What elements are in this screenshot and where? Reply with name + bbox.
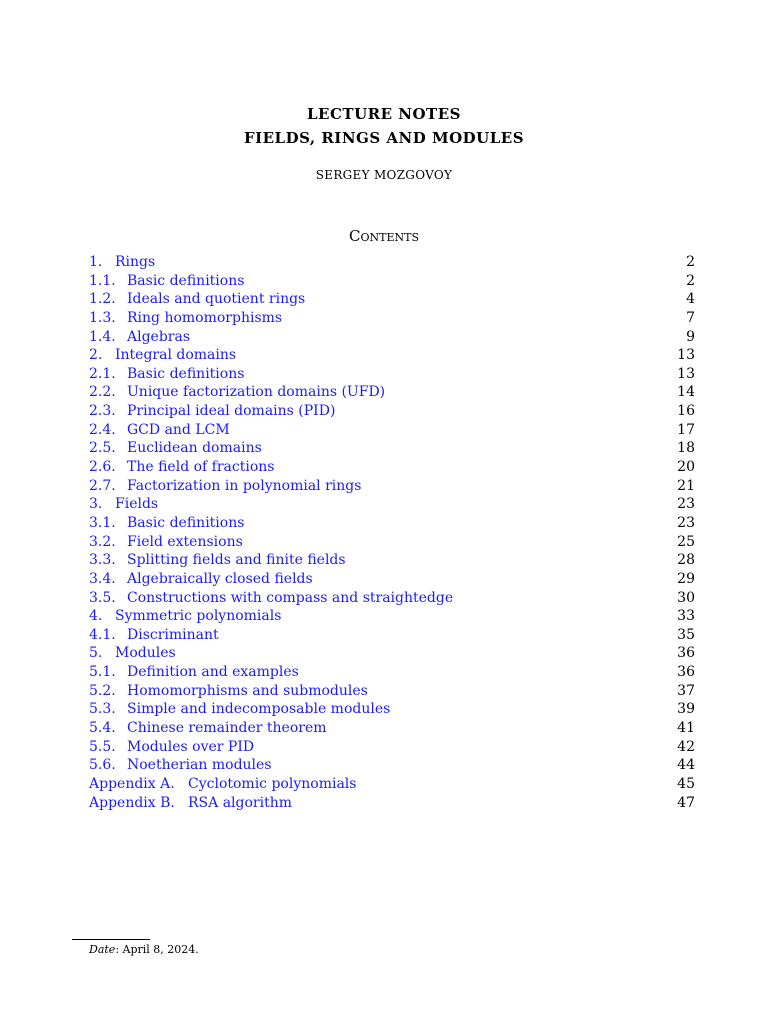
toc-entry-link[interactable]	[89, 738, 254, 757]
toc-entry-link[interactable]	[89, 514, 244, 533]
toc-entry-page: 20	[677, 459, 695, 476]
toc-entry-page: 36	[677, 664, 695, 681]
toc-entry-link[interactable]	[89, 589, 453, 608]
toc-entry-link[interactable]	[89, 272, 244, 291]
toc-entry-number: 4.	[89, 608, 103, 625]
toc-entry-link[interactable]	[89, 644, 176, 663]
toc-entry-number: 5.1.	[89, 664, 116, 681]
toc-entry-number: 1.4.	[89, 328, 116, 345]
toc-entry-link[interactable]	[89, 477, 361, 496]
toc-entry-page: 13	[677, 365, 695, 382]
toc-entry-link[interactable]	[89, 402, 335, 421]
toc-entry[interactable]	[89, 738, 695, 757]
toc-entry-title: Integral domains	[115, 347, 237, 364]
toc-entry-number: 5.3.	[89, 701, 116, 718]
toc-entry-title: Basic definitions	[127, 514, 245, 531]
toc-entry-number: 2.3.	[89, 403, 116, 420]
toc-entry-number: 1.2.	[89, 291, 116, 308]
footnote-text: : April 8, 2024.	[115, 943, 199, 956]
toc-entry-page: 17	[677, 421, 695, 438]
toc-entry[interactable]	[89, 607, 695, 626]
toc-entry-link[interactable]	[89, 439, 262, 458]
toc-entry-number: 1.	[89, 254, 103, 270]
toc-entry-page: 41	[677, 720, 695, 737]
toc-entry-link[interactable]	[89, 309, 282, 328]
toc-entry-title: Principal ideal domains (PID)	[127, 403, 336, 420]
toc-entry-title: Rings	[115, 254, 156, 270]
toc-entry-page: 44	[677, 757, 695, 774]
toc-entry-title: Euclidean domains	[127, 440, 262, 457]
toc-entry[interactable]	[89, 682, 695, 701]
toc-entry-link[interactable]	[89, 383, 385, 402]
toc-entry[interactable]	[89, 756, 695, 775]
toc-entry-title: Modules over PID	[127, 738, 255, 755]
toc-entry-title: GCD and LCM	[127, 421, 230, 438]
title-line-1: LECTURE NOTES	[307, 105, 461, 123]
toc-entry-page: 13	[677, 347, 695, 364]
toc-entry-page: 23	[677, 496, 695, 513]
toc-entry[interactable]	[89, 421, 695, 440]
toc-entry-page: 45	[677, 775, 695, 792]
toc-entry[interactable]	[89, 551, 695, 570]
toc-entry[interactable]	[89, 589, 695, 608]
toc-entry-page: 9	[686, 328, 695, 345]
toc-entry[interactable]	[89, 514, 695, 533]
footnote	[89, 943, 199, 956]
author: SERGEY MOZGOVOY	[315, 168, 453, 182]
toc-entry-link[interactable]	[89, 551, 346, 570]
toc-entry[interactable]	[89, 495, 695, 514]
toc-entry[interactable]	[89, 458, 695, 477]
toc-entry-page: 2	[686, 272, 695, 289]
toc-entry-link[interactable]	[89, 626, 219, 645]
toc-entry-number: 3.4.	[89, 570, 116, 587]
toc-entry-number: 2.2.	[89, 384, 116, 401]
toc-entry-page: 29	[677, 570, 695, 587]
toc-entry-number: 4.1.	[89, 626, 116, 643]
toc-entry-link[interactable]	[89, 700, 390, 719]
toc-entry-number: 5.	[89, 645, 103, 662]
toc-entry-link[interactable]	[89, 290, 305, 309]
toc-entry[interactable]	[89, 328, 695, 347]
toc-entry-title: Homomorphisms and submodules	[127, 682, 368, 699]
toc-entry-link[interactable]	[89, 682, 368, 701]
toc-entry-page: 21	[677, 477, 695, 494]
toc-entry[interactable]	[89, 644, 695, 663]
toc-entry-number: 2.1.	[89, 365, 116, 382]
toc-entry-number: 2.7.	[89, 477, 116, 494]
toc-entry-title: Simple and indecomposable modules	[127, 701, 391, 718]
toc-entry-title: Ring homomorphisms	[127, 309, 283, 326]
toc-entry-page: 35	[677, 626, 695, 643]
toc-entry-title: Algebraically closed fields	[127, 570, 313, 587]
toc-entry-link[interactable]	[89, 775, 356, 794]
toc-entry[interactable]	[89, 570, 695, 589]
table-of-contents	[89, 253, 695, 812]
toc-entry[interactable]	[89, 309, 695, 328]
toc-entry-title: Constructions with compass and straightedge	[127, 589, 454, 606]
toc-entry-title: Unique factorization domains (UFD)	[127, 384, 386, 401]
toc-entry-title: The field of fractions	[127, 459, 275, 476]
toc-entry[interactable]	[89, 253, 695, 272]
toc-entry-link[interactable]	[89, 607, 281, 626]
toc-entry-title: Basic definitions	[127, 272, 245, 289]
toc-entry-title: Ideals and quotient rings	[127, 291, 306, 308]
toc-entry-link[interactable]	[89, 794, 292, 813]
toc-entry[interactable]	[89, 533, 695, 552]
toc-entry[interactable]	[89, 402, 695, 421]
toc-entry[interactable]	[89, 290, 695, 309]
toc-entry-page: 23	[677, 514, 695, 531]
toc-entry-number: 3.3.	[89, 552, 116, 569]
toc-entry-page: 28	[677, 552, 695, 569]
toc-entry-number: 5.2.	[89, 682, 116, 699]
toc-entry[interactable]	[89, 272, 695, 291]
toc-entry-title: Algebras	[127, 328, 191, 345]
toc-entry-number: Appendix B.	[89, 794, 175, 811]
toc-entry-link[interactable]	[89, 570, 313, 589]
toc-entry-page: 7	[686, 309, 695, 326]
toc-entry-title: Field extensions	[127, 533, 243, 550]
toc-entry-page: 39	[677, 701, 695, 718]
toc-entry-title: Cyclotomic polynomials	[188, 775, 357, 792]
toc-entry-link[interactable]	[89, 458, 274, 477]
toc-entry-number: 5.4.	[89, 720, 116, 737]
toc-entry-link[interactable]	[89, 421, 230, 440]
toc-entry-link[interactable]	[89, 328, 190, 347]
toc-entry-title: Fields	[115, 496, 159, 513]
toc-entry-link[interactable]	[89, 346, 236, 365]
toc-entry-page: 18	[677, 440, 695, 457]
toc-entry-link[interactable]	[89, 533, 243, 552]
toc-entry-number: 2.5.	[89, 440, 116, 457]
toc-entry-number: 3.5.	[89, 589, 116, 606]
toc-entry-number: 1.3.	[89, 309, 116, 326]
toc-entry-page: 4	[686, 291, 695, 308]
toc-entry-number: Appendix A.	[89, 775, 175, 792]
toc-entry-page: 14	[677, 384, 695, 401]
toc-entry-number: 3.1.	[89, 514, 116, 531]
toc-entry[interactable]	[89, 663, 695, 682]
toc-entry-page: 33	[677, 608, 695, 625]
toc-entry-title: Discriminant	[127, 626, 219, 643]
toc-entry-title: Definition and examples	[127, 664, 299, 681]
toc-entry-number: 5.5.	[89, 738, 116, 755]
toc-entry-link[interactable]	[89, 719, 327, 738]
toc-entry-page: 37	[677, 682, 695, 699]
toc-entry-title: Factorization in polynomial rings	[127, 477, 362, 494]
toc-entry-page: 25	[677, 533, 695, 550]
toc-entry[interactable]	[89, 700, 695, 719]
toc-entry-number: 5.6.	[89, 757, 116, 774]
toc-entry-link[interactable]	[89, 663, 299, 682]
toc-entry-page: 16	[677, 403, 695, 420]
toc-entry-title: Chinese remainder theorem	[127, 720, 327, 737]
toc-entry-page: 36	[677, 645, 695, 662]
contents-heading: Contents	[349, 227, 419, 245]
toc-entry-title: Noetherian modules	[127, 757, 272, 774]
toc-entry[interactable]	[89, 383, 695, 402]
toc-entry-link[interactable]	[89, 253, 155, 272]
toc-entry-link[interactable]	[89, 365, 244, 384]
toc-entry-title: Modules	[115, 645, 176, 662]
toc-entry-title: Symmetric polynomials	[115, 608, 282, 625]
toc-entry[interactable]	[89, 477, 695, 496]
toc-entry-page: 47	[677, 794, 695, 811]
toc-entry-number: 2.4.	[89, 421, 116, 438]
toc-entry[interactable]	[89, 626, 695, 645]
toc-entry-page: 42	[677, 738, 695, 755]
toc-entry[interactable]	[89, 775, 695, 794]
toc-entry[interactable]	[89, 439, 695, 458]
footnote-rule	[72, 939, 150, 940]
toc-entry-number: 3.	[89, 496, 103, 513]
toc-entry-number: 1.1.	[89, 272, 116, 289]
title-line-2: FIELDS, RINGS AND MODULES	[243, 129, 525, 147]
toc-entry-page: 30	[677, 589, 695, 606]
toc-entry[interactable]	[89, 346, 695, 365]
toc-entry-title: Splitting fields and finite fields	[127, 552, 346, 569]
toc-entry-title: Basic definitions	[127, 365, 245, 382]
toc-entry[interactable]	[89, 719, 695, 738]
toc-entry-number: 2.6.	[89, 459, 116, 476]
toc-entry-title: RSA algorithm	[188, 794, 292, 811]
footnote-label: Date	[89, 943, 116, 956]
toc-entry[interactable]	[89, 794, 695, 813]
toc-entry-link[interactable]	[89, 495, 158, 514]
toc-entry-link[interactable]	[89, 756, 272, 775]
toc-entry-number: 3.2.	[89, 533, 116, 550]
toc-entry-number: 2.	[89, 347, 103, 364]
toc-entry-page: 2	[686, 254, 695, 270]
toc-entry[interactable]	[89, 365, 695, 384]
